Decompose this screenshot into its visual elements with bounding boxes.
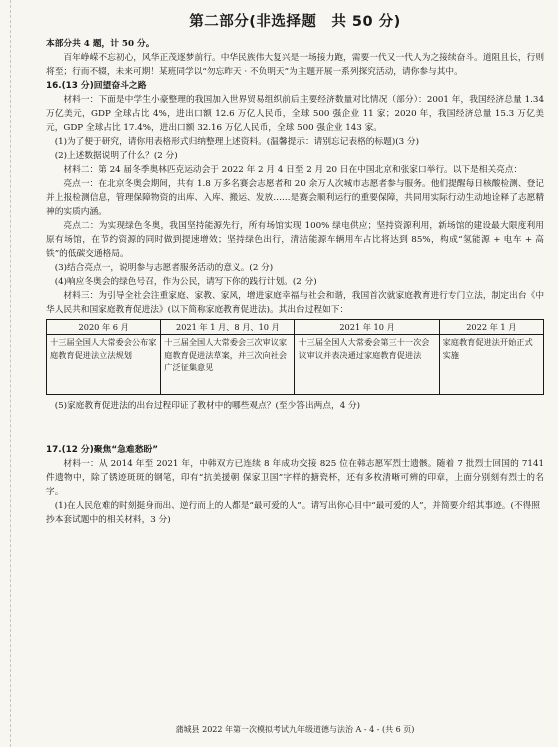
q16-heading: 16.(13 分)回望奋斗之路 [46,81,147,91]
legislation-timeline-table [46,319,544,395]
q17-subquestion-1: (1)在人民危难的时刻挺身而出、逆行而上的人都是“最可爱的人”。请写出你心目中“最可爱的人”，并简要介绍其事迹。(不得照抄本套试题中的相关材料，3 分) [46,501,540,525]
q16-subquestion-5: (5)家庭教育促进法的出台过程印证了教材中的哪些观点？(至少答出两点，4 分) [54,401,361,411]
section-title: 第二部分(非选择题 共 50 分) [189,14,401,30]
q16-material-1: 材料一：下面是中学生小豪整理的我国加入世界贸易组织前后主要经济数量对比情况（部分）：2001 年，我国经济总量 1.34 万亿美元，GDP 全球占比 4%，进出口额 12.6 万亿人民币，全球 500 强企业 11 家；2020 年，我国经济总量 15.3 万亿美元，GDP 全球占比 17.4%，进出口额 32.16 万亿人民币，全球 500 强企业 143 家。 [46,95,544,133]
page-footer: 蒲城县 2022 年第一次模拟考试九年级道德与法治 A - 4 - (共 6 页) [175,725,415,734]
q16-highlight-1: 亮点一：在北京冬奥会期间，共有 1.8 万多名赛会志愿者和 20 余万人次城市志愿者参与服务。他们提醒每日核酸检测、登记并上报检测信息，管理保障物资的出库、入库、搬运、发放……是赛会顺利运行的重要保障，共同用实际行动生动地诠释了志愿精神的实质内涵。 [46,179,544,217]
q16-material-2: 材料二：第 24 届冬季奥林匹克运动会于 2022 年 2 月 4 日至 2 月 20 日在中国北京和张家口举行。以下是相关亮点： [63,165,523,175]
answer-space [46,413,544,443]
q16-subquestion-1: (1)为了便于研究，请你用表格形式归纳整理上述资料。(温馨提示：请别忘记表格的标题)(3 分) [54,137,419,147]
table-header: 2021 年 10 月 [295,320,439,335]
table-header: 2022 年 1 月 [439,320,543,335]
table-cell: 十三届全国人大常委会三次审议家庭教育促进法草案，并三次向社会广泛征集意见 [161,335,295,395]
q16-subquestion-4: (4)响应冬奥会的绿色号召，作为公民，请写下你的践行计划。(2 分) [54,277,317,287]
table-cell: 家庭教育促进法开始正式实施 [439,335,543,395]
table-cell: 十三届全国人大常委会第三十一次会议审议并表决通过家庭教育促进法 [295,335,439,395]
q16-subquestion-2: (2)上述数据说明了什么？(2 分) [54,151,178,161]
table-header: 2021 年 1 月、8 月、10 月 [161,320,295,335]
q17-material-1: 材料一：从 2014 年至 2021 年，中韩双方已连续 8 年成功交接 825 位在韩志愿军烈士遗骸。随着 7 批烈士回国的 7141 件遗物中，除了锈迹斑斑的钢笔，印有“抗美援朝 保家卫国”字样的搪瓷杯，还有多枚清晰可辨的印章，上面分别刻有烈士的名字。 [46,459,544,497]
q16-material-3: 材料三：为引导全社会注重家庭、家教、家风，增进家庭幸福与社会和谐，我国首次就家庭教育进行专门立法，制定出台《中华人民共和国家庭教育促进法》(以下简称家庭教育促进法)。其出台过程如下： [46,291,544,315]
section-intro: 本部分共 4 题，计 50 分。 [46,39,155,49]
theme-intro: 百年峥嵘不忘初心，风华正茂逐梦前行。中华民族伟大复兴是一场接力跑，需要一代又一代人为之接续奋斗。道阻且长，行则将至；行而不辍，未来可期！某班同学以“勿忘昨天 · 不负明天”为主题开展一系列探究活动，请你参与其中。 [46,53,544,77]
table-cell: 十三届全国人大常委会公布家庭教育促进法立法规划 [47,335,161,395]
q17-heading: 17.(12 分)聚焦“急难愁盼” [46,445,159,455]
q16-highlight-2: 亮点二：为实现绿色冬奥，我国坚持能源先行，所有场馆实现 100% 绿电供应；坚持资源利用，新场馆的建设最大限度利用原有场馆，在节约资源的同时做到提速增效；坚持绿色出行，清洁能源车辆用车占比将达到 85%，构成“氢能源 + 电车 + 高铁”的低碳交通格局。 [46,221,544,259]
q16-subquestion-3: (3)结合亮点一，说明参与志愿者服务活动的意义。(2 分) [54,263,274,273]
table-header: 2020 年 6 月 [47,320,161,335]
